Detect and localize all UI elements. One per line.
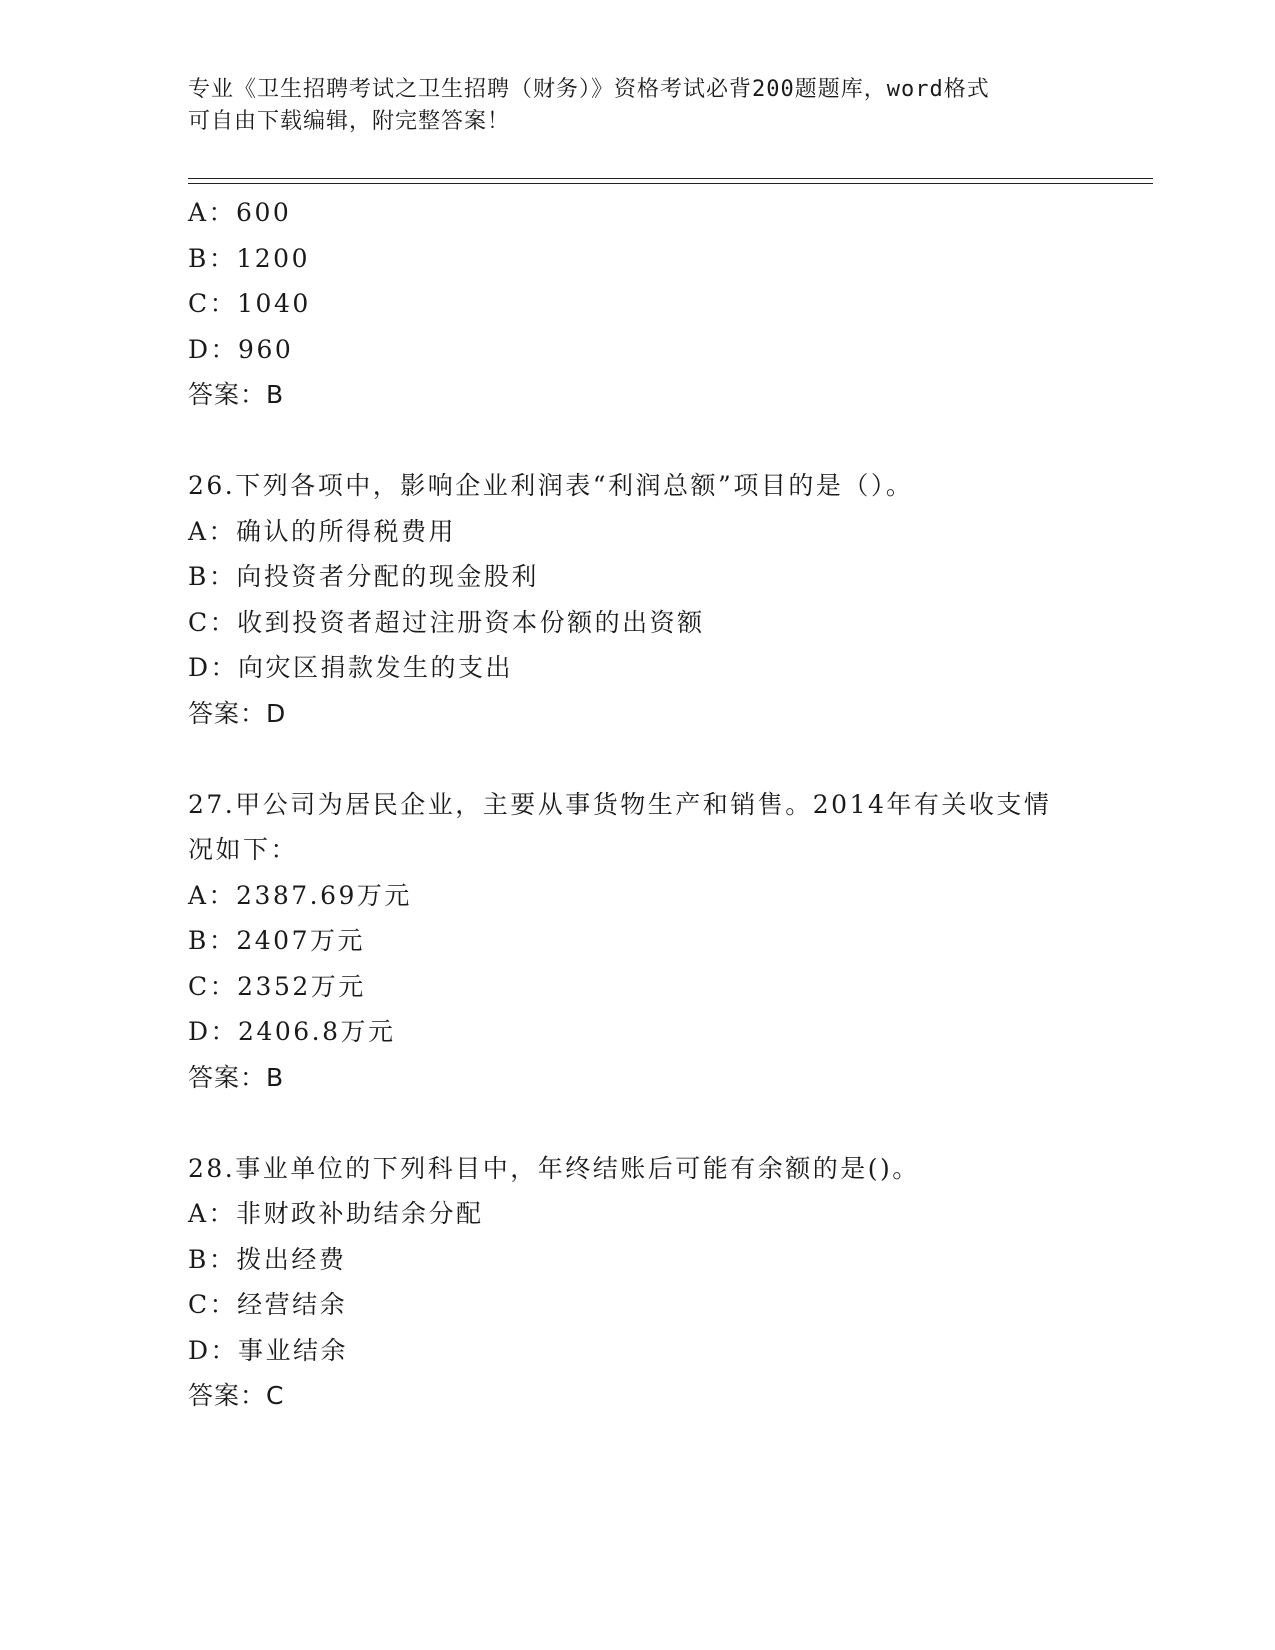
spacer [188,1100,1153,1146]
option-a: A：非财政补助结余分配 [188,1199,484,1228]
question-block-26 [188,463,1153,736]
header-divider-top [188,178,1153,179]
option-b: B：向投资者分配的现金股利 [188,562,539,591]
option-d: D：2406.8万元 [188,1017,396,1046]
answer-label: 答案：B [188,380,285,409]
option-b: B：拨出经费 [188,1244,347,1274]
answer-label: 答案：B [188,1062,285,1092]
question-stem: 27.甲公司为居民企业，主要从事货物生产和销售。2014年有关收支情 [188,789,1052,819]
document-header [188,74,1068,138]
option-c: C：2352万元 [188,971,366,1001]
question-stem-continued: 况如下： [188,835,299,864]
option-a: A：600 [188,198,292,227]
option-d: D：向灾区捐款发生的支出 [188,653,514,682]
header-divider-bottom [188,183,1153,184]
spacer [188,736,1153,782]
option-d: D：事业结余 [188,1335,349,1365]
answer-label: 答案：C [188,1381,285,1410]
spacer [188,418,1153,464]
question-stem: 28.事业单位的下列科目中，年终结账后可能有余额的是()。 [188,1153,920,1183]
answer-label: 答案：D [188,698,287,728]
question-block-28 [188,1146,1153,1419]
option-b: B：1200 [188,243,310,273]
option-d: D：960 [188,334,294,364]
header-title-line-1: 专业《卫生招聘考试之卫生招聘（财务）》资格考试必背200题题库，word格式 [188,77,990,102]
question-stem: 26.下列各项中，影响企业利润表“利润总额”项目的是（）。 [188,471,914,500]
option-c: C：经营结余 [188,1290,348,1319]
question-block-25 [188,190,1153,418]
option-b: B：2407万元 [188,926,365,955]
header-title-line-2: 可自由下载编辑，附完整答案！ [188,109,511,134]
option-a: A：确认的所得税费用 [188,516,457,546]
option-c: C：1040 [188,289,311,318]
option-a: A：2387.69万元 [188,880,412,910]
question-block-27 [188,782,1153,1101]
option-c: C：收到投资者超过注册资本份额的出资额 [188,607,705,637]
question-list [188,190,1153,1419]
